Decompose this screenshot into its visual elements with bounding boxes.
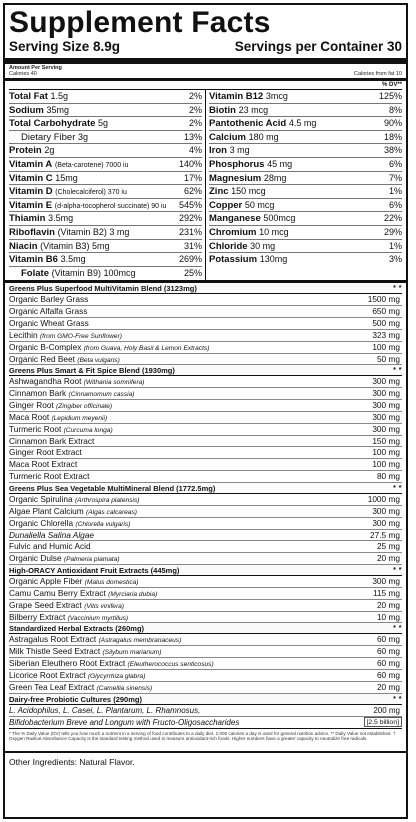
nutrient-name: Total Fat [9,91,48,102]
nutrient-label [9,158,128,172]
supplement-facts-panel [3,3,408,819]
ingredient-amount: 100 mg [372,341,400,352]
nutrient-dv: 22% [383,213,402,224]
ingredient-label [9,541,91,553]
nutrient-amount: 3.5mg [48,213,74,224]
nutrient-amount: 3.5mg [60,254,86,265]
ingredient-botanical: (from Guava, Holy Basil & Lemon Extracts) [83,344,210,352]
serving-size: Serving Size 8.9g [9,39,121,54]
nutrient-dv: 292% [178,213,202,224]
blend-name: Dairy-free Probiotic Cultures (290mg) [9,694,142,704]
ingredient-amount: 60 mg [376,646,400,657]
ingredient-amount: 300 mg [372,376,400,387]
ingredient-botanical: (Beta vulgaris) [77,356,120,364]
nutrient-source: (Beta-carotene) 7000 iu [54,161,129,169]
ingredient-botanical: (Eleutherococcus senticosus) [127,661,214,669]
ingredient-amount: 300 mg [372,411,400,422]
blend-mark: * * [393,285,402,293]
nutrients-left [9,90,206,280]
nutrient-dv: 4% [188,145,202,156]
nutrient-row [9,131,202,145]
ingredient-row [9,530,402,542]
ingredient-row [9,670,402,682]
nutrient-name: Zinc [209,186,229,198]
ingredient-amount: 27.5 mg [370,529,400,540]
other-ingredients: Other Ingredients: Natural Flavor. [5,751,406,769]
nutrient-amount: (Vitamin B2) 3 mg [57,226,130,237]
calories-from-fat: Calories from fat 10 [354,71,402,77]
ingredient-name: Milk Thistle Seed Extract [9,646,101,657]
ingredient-name: Cinnamon Bark Extract [9,435,95,446]
ingredient-row [9,553,402,565]
nutrient-amount: 15mg [55,172,78,183]
nutrient-row [209,172,402,186]
nutrient-name: Chromium [209,226,257,238]
nutrient-dv: 29% [383,226,402,237]
ingredient-row [9,634,402,646]
blend-title [9,283,402,294]
nutrient-name: Chloride [209,240,248,252]
nutrient-name: Riboflavin [9,226,55,238]
ingredient-amount: 50 mg [376,353,400,364]
panel-title: Supplement Facts [9,6,271,39]
nutrient-dv: 231% [178,226,202,237]
ingredient-amount: 500 mg [372,318,400,328]
divider-thick [5,58,406,64]
ingredient-row [9,576,402,588]
nutrient-name: Vitamin B12 [209,91,264,102]
ingredient-amount: 80 mg [376,471,400,482]
nutrient-label [9,185,127,199]
blend-mark: * * [393,367,402,375]
nutrient-dv: 31% [183,240,202,251]
ingredient-label [9,306,87,318]
calories: Calories 40 [9,71,37,77]
blend-name: Greens Plus Sea Vegetable MultiMineral Blend (1772.5mg) [9,483,216,493]
ingredient-row [9,612,402,624]
ingredient-label [9,471,89,483]
nutrient-amount: 23 mcg [238,104,269,115]
nutrient-name: Total Carbohydrate [9,118,96,130]
ingredient-name: Organic Spirulina [9,493,73,504]
nutrient-dv: 17% [183,172,202,183]
ingredient-row [9,436,402,448]
amount-header [9,65,402,77]
nutrient-dv: 269% [178,254,202,265]
nutrient-dv: 1% [388,240,402,251]
nutrient-name: Vitamin A [9,158,53,170]
blend-mark: * * [393,484,402,492]
nutrient-row [209,131,402,145]
ingredient-botanical: (Lepidium meyenii) [51,414,108,422]
nutrient-row [209,90,402,104]
nutrient-dv: 2% [188,118,202,129]
probiotic-count: [2.5 billion] [364,717,403,727]
nutrient-amount: 45 mg [267,158,293,169]
nutrient-name: Protein [9,145,42,157]
ingredient-name: Grape Seed Extract [9,599,82,610]
blend-title [9,365,402,376]
ingredient-row [9,354,402,366]
nutrient-dv: 25% [183,267,202,278]
nutrient-label [9,226,129,240]
nutrient-label [209,117,316,131]
ingredient-row [9,388,402,400]
nutrient-label [9,90,68,104]
nutrient-name: Manganese [209,213,261,225]
ingredient-amount: 25 mg [376,541,400,552]
ingredient-amount: 20 mg [376,553,400,564]
ingredient-amount: 1000 mg [367,493,400,504]
nutrient-label [9,144,54,158]
nutrient-row [209,212,402,226]
ingredient-row [9,342,402,354]
ingredient-name: Camu Camu Berry Extract [9,587,106,598]
ingredient-amount: 300 mg [372,576,400,587]
ingredient-botanical: (Curcuma longa) [63,426,113,434]
nutrient-row [9,253,202,267]
nutrient-amount: 30 mg [250,240,276,251]
ingredient-botanical: (Myrciaria dubia) [108,590,158,598]
nutrient-columns [9,89,402,280]
ingredient-name: Bilberry Extract [9,611,66,622]
nutrient-name: Iron [209,145,227,157]
ingredient-amount: 300 mg [372,517,400,528]
ingredient-botanical: (Chlorella vulgaris) [75,520,131,528]
nutrient-label [209,199,274,213]
ingredient-botanical: (Algas calcareas) [86,508,137,516]
ingredient-row [9,294,402,306]
nutrient-label [209,172,286,186]
ingredient-amount: 20 mg [376,599,400,610]
ingredient-name: Green Tea Leaf Extract [9,681,95,692]
nutrient-row [209,199,402,213]
ingredient-name: Maca Root [9,411,50,422]
nutrient-label [209,253,287,267]
nutrient-dv: 38% [383,145,402,156]
ingredient-amount: 323 mg [372,329,400,340]
ingredient-botanical: (Vitis vinifera) [84,602,125,610]
nutrient-row [9,144,202,158]
nutrient-name: Magnesium [209,172,262,184]
probiotic-amount: 200 mg [373,705,400,715]
nutrient-dv: 2% [188,104,202,115]
ingredient-name: Dunaliella Salina Algae [9,529,95,540]
ingredient-name: Ginger Root [9,400,54,411]
nutrient-name: Niacin [9,240,38,252]
blend-mark: * * [393,567,402,575]
ingredient-botanical: (Astragalus membranaceus) [98,637,182,645]
nutrient-amount: 3 mg [229,145,250,156]
nutrient-row [209,253,402,267]
ingredient-amount: 60 mg [376,669,400,680]
nutrient-label [209,240,275,254]
blend-name: High-ORACY Antioxidant Fruit Extracts (445mg) [9,566,180,576]
ingredient-row [9,646,402,658]
ingredient-amount: 1500 mg [367,294,400,305]
ingredient-name: Turmeric Root Extract [9,471,90,482]
ingredient-name: Organic B-Complex [9,341,82,352]
ingredient-amount: 300 mg [372,400,400,411]
nutrient-label [9,267,136,281]
nutrient-amount: 130mg [259,254,288,265]
nutrient-row [9,117,202,131]
ingredient-name: Organic Barley Grass [9,294,89,305]
nutrient-label [9,212,73,226]
servings-per-container: Servings per Container 30 [234,39,402,54]
ingredient-amount: 300 mg [372,505,400,516]
nutrient-amount: 5g [98,118,109,129]
ingredient-row [9,459,402,471]
nutrient-dv: 125% [378,91,402,101]
nutrients-right [206,90,402,280]
nutrient-name: Calcium [209,131,246,143]
nutrient-amount: (Vitamin B3) 5mg [40,240,110,251]
ingredient-botanical: (Zingiber officinale) [56,403,113,411]
ingredient-amount: 100 mg [372,459,400,470]
nutrient-label [209,131,279,145]
nutrient-row [9,104,202,118]
nutrient-amount: 4.5 mg [288,118,317,129]
nutrient-name: Pantothenic Acid [209,118,287,130]
nutrient-amount: 150 mcg [231,186,266,197]
ingredient-botanical: (Vaccinium myrtillus) [67,614,129,622]
ingredient-name: Organic Red Beet [9,353,75,364]
ingredient-name: Organic Alfalfa Grass [9,306,88,317]
nutrient-label [9,199,166,213]
ingredient-name: Organic Apple Fiber [9,576,83,587]
nutrient-name: Potassium [209,254,258,266]
nutrient-dv: 8% [388,104,402,115]
ingredient-row [9,588,402,600]
nutrient-amount: 10 mcg [259,226,289,237]
nutrient-row [209,185,402,199]
nutrient-name: Phosphorus [209,158,265,170]
nutrient-amount: 180 mg [248,131,279,142]
nutrient-dv: 6% [388,158,402,169]
ingredient-name: Organic Chlorella [9,517,74,528]
ingredient-amount: 300 mg [372,423,400,434]
nutrient-name: Sodium [9,104,44,116]
amount-per-serving: Amount Per Serving [9,65,62,71]
ingredient-row [9,424,402,436]
ingredient-row [9,306,402,318]
nutrient-name: Dietary Fiber [21,131,76,143]
ingredient-botanical: (Malus domestica) [84,579,139,587]
nutrient-dv: 3% [388,254,402,265]
blend-title [9,483,402,494]
nutrient-dv: 18% [383,131,402,142]
ingredient-label [9,447,82,459]
nutrient-name: Folate [21,267,49,279]
ingredient-row [9,682,402,694]
ingredient-amount: 650 mg [372,306,400,317]
nutrient-label [209,144,250,158]
nutrient-label [209,104,268,118]
nutrient-label [209,226,289,240]
nutrient-row [9,226,202,240]
ingredient-amount: 10 mg [376,611,400,622]
nutrient-name: Thiamin [9,213,46,225]
ingredient-row [9,376,402,388]
ingredient-row [9,330,402,342]
nutrient-row [9,199,202,213]
ingredient-row [9,318,402,330]
nutrient-amount: 1.5g [50,91,69,101]
nutrient-label [209,185,266,199]
ingredient-name: Fulvic and Humic Acid [9,541,91,552]
nutrient-dv: 6% [388,199,402,210]
ingredient-name: Siberian Eleuthero Root Extract [9,658,126,669]
nutrient-label [209,90,288,104]
ingredient-name: Ashwagandha Root [9,376,82,387]
blend-mark: * * [393,695,402,703]
ingredient-botanical: (Glycyrrhiza glabra) [87,672,146,680]
nutrient-name: Biotin [209,104,236,116]
ingredient-name: Organic Wheat Grass [9,318,89,328]
ingredient-row [9,471,402,483]
nutrient-row [9,158,202,172]
probiotic-row-1 [9,705,402,717]
blend-title [9,694,402,705]
ingredient-name: Lecithin [9,329,38,340]
ingredient-label [9,294,88,306]
nutrient-dv: 140% [178,158,202,169]
ingredient-name: Ginger Root Extract [9,447,82,458]
nutrient-amount: 28mg [263,172,287,183]
nutrient-label [9,172,78,186]
nutrient-label [9,131,88,145]
nutrient-dv: 13% [183,131,202,142]
ingredient-label [9,459,77,471]
nutrient-label [9,117,108,131]
nutrient-name: Vitamin E [9,199,53,211]
blend-mark: * * [393,625,402,633]
nutrient-amount: 500mcg [263,213,296,224]
nutrient-row [9,267,202,281]
probiotic-section [9,694,402,729]
nutrient-row [209,240,402,254]
nutrient-row [209,158,402,172]
ingredient-botanical: (Arthrospira platensis) [74,496,140,504]
nutrient-label [209,212,295,226]
nutrient-source: (d-alpha-tocopherol succinate) 90 iu [54,202,167,210]
nutrient-amount: 3g [78,131,89,142]
nutrient-amount: (Vitamin B9) 100mcg [51,267,136,278]
nutrient-row [9,172,202,186]
blend-name: Standardized Herbal Extracts (260mg) [9,624,145,634]
ingredient-row [9,506,402,518]
ingredient-amount: 100 mg [372,447,400,458]
ingredient-row [9,658,402,670]
ingredient-row [9,518,402,530]
ingredient-amount: 20 mg [376,681,400,692]
ingredient-amount: 60 mg [376,658,400,669]
ingredient-label [9,436,94,448]
serving-info [9,39,402,57]
nutrient-row [209,144,402,158]
nutrient-dv: 90% [383,118,402,129]
ingredient-amount: 60 mg [376,634,400,645]
ingredient-label [9,530,94,542]
blends-section [9,283,402,693]
ingredient-name: Maca Root Extract [9,459,78,470]
blend-name: Greens Plus Superfood MultiVitamin Blend (3123mg) [9,284,197,294]
nutrient-row [9,90,202,104]
nutrient-name: Vitamin B6 [9,254,58,266]
nutrient-amount: 3mcg [265,91,288,101]
nutrient-dv: 1% [388,186,402,197]
nutrient-label [9,253,86,267]
ingredient-botanical: (Palmeria plamata) [63,556,120,564]
nutrient-label [9,240,110,254]
nutrient-dv: 545% [178,199,202,210]
nutrient-dv: 2% [188,91,202,101]
nutrient-row [9,185,202,199]
ingredient-row [9,412,402,424]
ingredient-name: Licorice Root Extract [9,669,86,680]
probiotic-row-2 [9,717,402,729]
nutrient-amount: 2g [44,145,55,156]
nutrient-row [209,226,402,240]
dv-header: % DV** [381,82,402,88]
nutrient-row [9,240,202,254]
ingredient-amount: 300 mg [372,388,400,399]
ingredient-row [9,400,402,412]
ingredient-botanical: (Silybum marianum) [102,649,162,657]
nutrient-dv: 7% [388,172,402,183]
ingredient-row [9,447,402,459]
nutrient-name: Vitamin D [9,186,53,198]
probiotic-strains: L. Acidophilus, L. Casei, L. Plantarum, L. Rhamnosus, [9,705,201,715]
ingredient-name: Astragalus Root Extract [9,634,97,645]
ingredient-amount: 150 mg [372,435,400,446]
ingredient-label [9,318,89,330]
nutrient-amount: 35mg [46,104,69,115]
nutrient-row [209,104,402,118]
nutrient-row [209,117,402,131]
ingredient-name: Cinnamon Bark [9,388,67,399]
nutrient-label [9,104,69,118]
ingredient-name: Organic Dulse [9,553,62,564]
ingredient-row [9,600,402,612]
nutrient-amount: 50 mcg [244,199,275,210]
nutrient-name: Copper [209,199,243,211]
ingredient-botanical: (Cinnamomum cassia) [68,391,135,399]
ingredient-row [9,541,402,553]
nutrient-label [209,158,292,172]
blend-title [9,565,402,576]
ingredient-botanical: (Withania somnifera) [83,379,145,387]
nutrient-dv: 62% [183,186,202,197]
nutrient-name: Vitamin C [9,172,53,184]
ingredient-amount: 115 mg [372,587,400,598]
ingredient-name: Turmeric Root [9,423,62,434]
blend-title [9,623,402,634]
blend-name: Greens Plus Smart & Fit Spice Blend (1930mg) [9,366,175,376]
nutrient-source: (Cholecalciferol) 370 iu [55,189,127,197]
nutrient-row [9,212,202,226]
footnote: * The % Daily Value (DV) tells you how much a nutrient in a serving of food contributes to a daily diet. 2,000 calories a day is used for general nutrition advice. ** Daily Value not established. † Oxygen Radical Absorbance Capacity is the standard testing method used to measure antioxidant-rich foods. Higher numbers have a greater capacity to neutralize free radicals. [9,730,396,742]
ingredient-name: Algae Plant Calcium [9,505,84,516]
ingredient-row [9,494,402,506]
ingredient-botanical: (Camellia sinensis) [96,684,153,692]
ingredient-botanical: (from GMO-Free Sunflower) [39,332,122,340]
probiotic-bifido: Bifidobacterium Breve and Longum with Fructo-Oligosaccharides [9,717,240,727]
